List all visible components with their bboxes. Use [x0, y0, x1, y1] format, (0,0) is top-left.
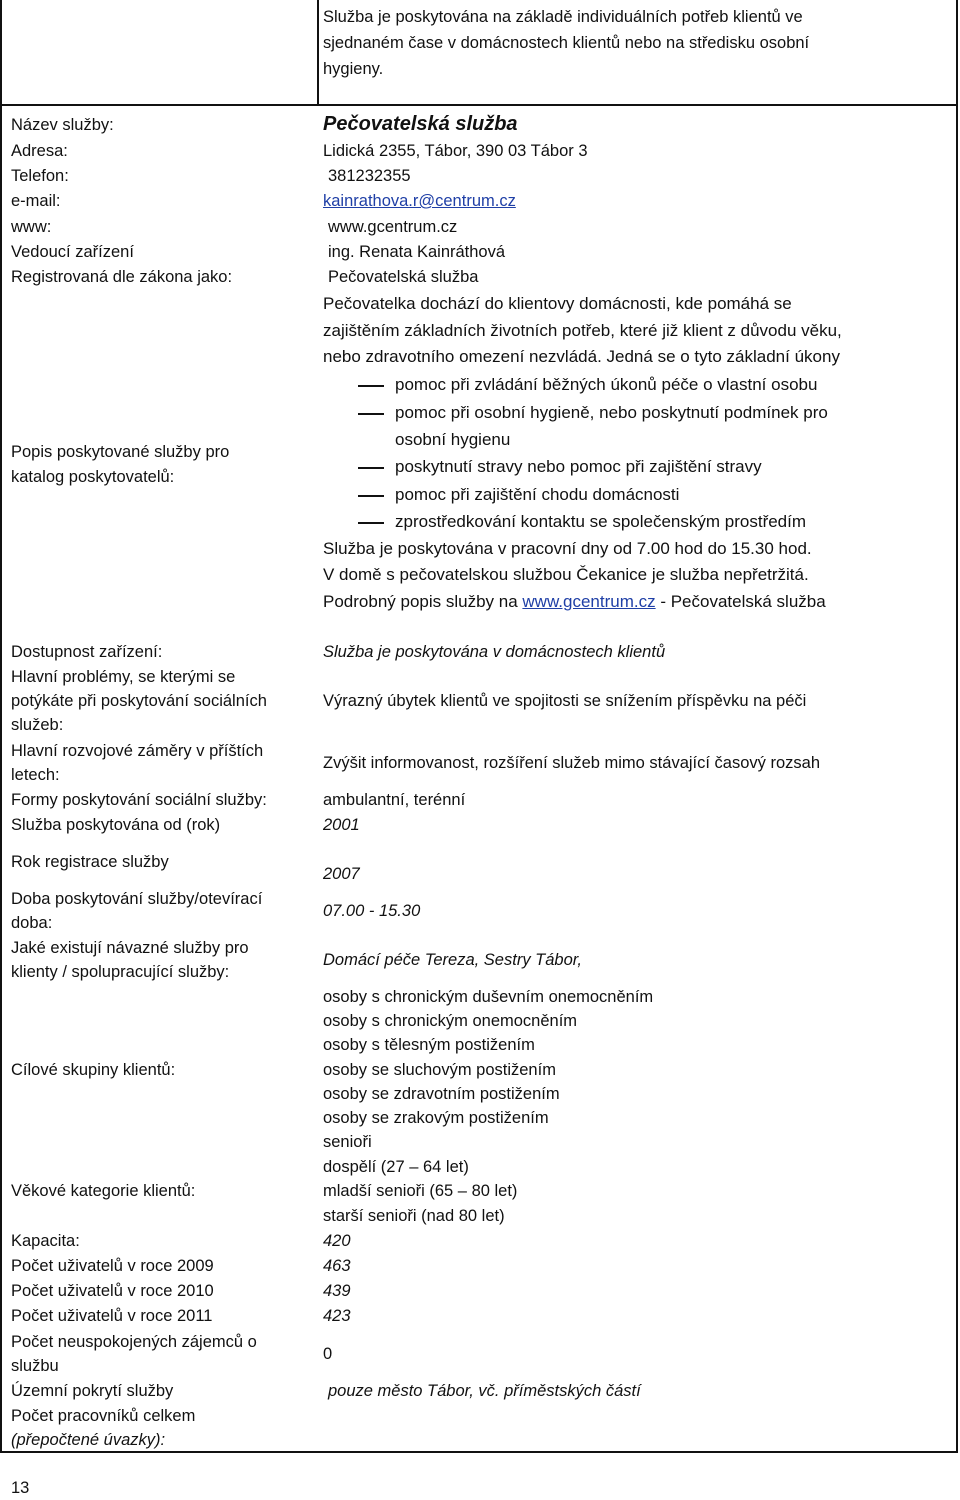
target-groups-label: Cílové skupiny klientů:: [11, 1061, 176, 1079]
target-group-item: osoby s chronickým duševním onemocněním: [323, 988, 654, 1006]
detail-text: - Pečovatelská služba: [655, 592, 826, 611]
target-group-item: osoby se zrakovým postižením: [323, 1109, 549, 1127]
description-paragraph: V domě s pečovatelskou službou Čekanice je služba nepřetržitá.: [323, 565, 809, 584]
since-value: 2001: [323, 816, 360, 834]
age-categories-label: Věkové kategorie klientů:: [11, 1182, 196, 1200]
phone-value: 381232355: [328, 167, 411, 185]
availability-label: Dostupnost zařízení:: [11, 643, 163, 661]
manager-label: Vedoucí zařízení: [11, 243, 134, 261]
availability-value: Služba je poskytována v domácnostech klientů: [323, 643, 666, 661]
coverage-label: Územní pokrytí služby: [11, 1382, 174, 1400]
target-group-item: osoby se sluchovým postižením: [323, 1061, 556, 1079]
phone-label: Telefon:: [11, 167, 69, 185]
problems-value: Výrazný úbytek klientů ve spojitosti se snížením příspěvku na péči: [323, 692, 807, 710]
problems-label: Hlavní problémy, se kterými se: [11, 668, 236, 686]
registered-label: Registrovaná dle zákona jako:: [11, 268, 233, 286]
service-name-value: Pečovatelská služba: [323, 113, 518, 135]
description-label: Popis poskytované služby pro: [11, 443, 230, 461]
address-label: Adresa:: [11, 142, 68, 160]
table-border-right: [956, 0, 958, 1452]
forms-label: Formy poskytování sociální služby:: [11, 791, 267, 809]
bullet-dash: [358, 413, 384, 415]
hours-label: doba:: [11, 914, 53, 932]
age-category-item: dospělí (27 – 64 let): [323, 1158, 469, 1176]
bullet-dash: [358, 495, 384, 497]
intro-line: Služba je poskytována na základě individuálních potřeb klientů ve: [323, 8, 803, 26]
target-group-item: osoby s tělesným postižením: [323, 1036, 535, 1054]
capacity-label: Kapacita:: [11, 1232, 80, 1250]
description-paragraph: nebo zdravotního omezení nezvládá. Jedná se o tyto základní úkony: [323, 347, 840, 366]
users-2011-label: Počet uživatelů v roce 2011: [11, 1307, 213, 1325]
address-value: Lidická 2355, Tábor, 390 03 Tábor 3: [323, 142, 588, 160]
unsatisfied-value: 0: [323, 1345, 333, 1363]
service-name-label: Název služby:: [11, 116, 114, 134]
www-label: www:: [11, 218, 52, 236]
description-label: katalog poskytovatelů:: [11, 468, 175, 486]
table-row-divider: [0, 104, 958, 106]
users-2009-value: 463: [323, 1257, 351, 1275]
since-label: Služba poskytována od (rok): [11, 816, 221, 834]
problems-label: potýkáte při poskytování sociálních: [11, 692, 267, 710]
users-2011-value: 423: [323, 1307, 351, 1325]
intro-line: sjednaném čase v domácnostech klientů nebo na středisku osobní: [323, 34, 810, 52]
age-category-item: starší senioři (nad 80 let): [323, 1207, 505, 1225]
bullet-item: pomoc při zajištění chodu domácnosti: [395, 485, 680, 504]
plans-value: Zvýšit informovanost, rozšíření služeb mimo stávající časový rozsah: [323, 754, 820, 772]
bullet-dash: [358, 522, 384, 524]
unsatisfied-label: Počet neuspokojených zájemců o: [11, 1333, 257, 1351]
manager-value: ing. Renata Kainráthová: [328, 243, 506, 261]
hours-label: Doba poskytování služby/otevírací: [11, 890, 263, 908]
bullet-item: poskytnutí stravy nebo pomoc při zajištění stravy: [395, 457, 762, 476]
bullet-item: pomoc při osobní hygieně, nebo poskytnutí podmínek pro: [395, 403, 828, 422]
registration-value: 2007: [323, 865, 360, 883]
description-paragraph: Služba je poskytována v pracovní dny od 7.00 hod do 15.30 hod.: [323, 539, 812, 558]
related-services-value: Domácí péče Tereza, Sestry Tábor,: [323, 951, 582, 969]
target-group-item: osoby se zdravotním postižením: [323, 1085, 560, 1103]
users-2010-label: Počet uživatelů v roce 2010: [11, 1282, 214, 1300]
bullet-item: pomoc při zvládání běžných úkonů péče o vlastní osobu: [395, 375, 818, 394]
description-paragraph: zajištěním základních životních potřeb, které již klient z důvodu věku,: [323, 321, 842, 340]
target-group-item: senioři: [323, 1133, 372, 1151]
forms-value: ambulantní, terénní: [323, 791, 466, 809]
description-paragraph: Pečovatelka dochází do klientovy domácnosti, kde pomáhá se: [323, 294, 792, 313]
table-border-left: [0, 0, 2, 1452]
table-column-divider: [317, 0, 319, 104]
hours-value: 07.00 - 15.30: [323, 902, 421, 920]
bullet-item: osobní hygienu: [395, 430, 511, 449]
detail-text: Podrobný popis služby na: [323, 592, 523, 611]
website-link[interactable]: www.gcentrum.cz: [522, 592, 656, 611]
related-services-label: klienty / spolupracující služby:: [11, 963, 230, 981]
intro-line: hygieny.: [323, 60, 384, 78]
bullet-item: zprostředkování kontaktu se společenským prostředím: [395, 512, 807, 531]
capacity-value: 420: [323, 1232, 351, 1250]
email-link[interactable]: kainrathova.r@centrum.cz: [323, 192, 516, 210]
target-group-item: osoby s chronickým onemocněním: [323, 1012, 578, 1030]
email-label: e-mail:: [11, 192, 61, 210]
staff-label: (přepočtené úvazky):: [11, 1431, 166, 1449]
page-number: 13: [11, 1479, 30, 1497]
age-category-item: mladší senioři (65 – 80 let): [323, 1182, 518, 1200]
registration-label: Rok registrace služby: [11, 853, 169, 871]
bullet-dash: [358, 385, 384, 387]
www-value: www.gcentrum.cz: [328, 218, 458, 236]
registered-value: Pečovatelská služba: [328, 268, 479, 286]
coverage-value: pouze město Tábor, vč. příměstských částí: [328, 1382, 641, 1400]
bullet-dash: [358, 467, 384, 469]
plans-label: letech:: [11, 766, 60, 784]
description-paragraph: [323, 590, 826, 614]
problems-label: služeb:: [11, 716, 64, 734]
plans-label: Hlavní rozvojové záměry v příštích: [11, 742, 264, 760]
related-services-label: Jaké existují návazné služby pro: [11, 939, 249, 957]
unsatisfied-label: službu: [11, 1357, 59, 1375]
staff-label: Počet pracovníků celkem: [11, 1407, 196, 1425]
users-2009-label: Počet uživatelů v roce 2009: [11, 1257, 214, 1275]
users-2010-value: 439: [323, 1282, 351, 1300]
